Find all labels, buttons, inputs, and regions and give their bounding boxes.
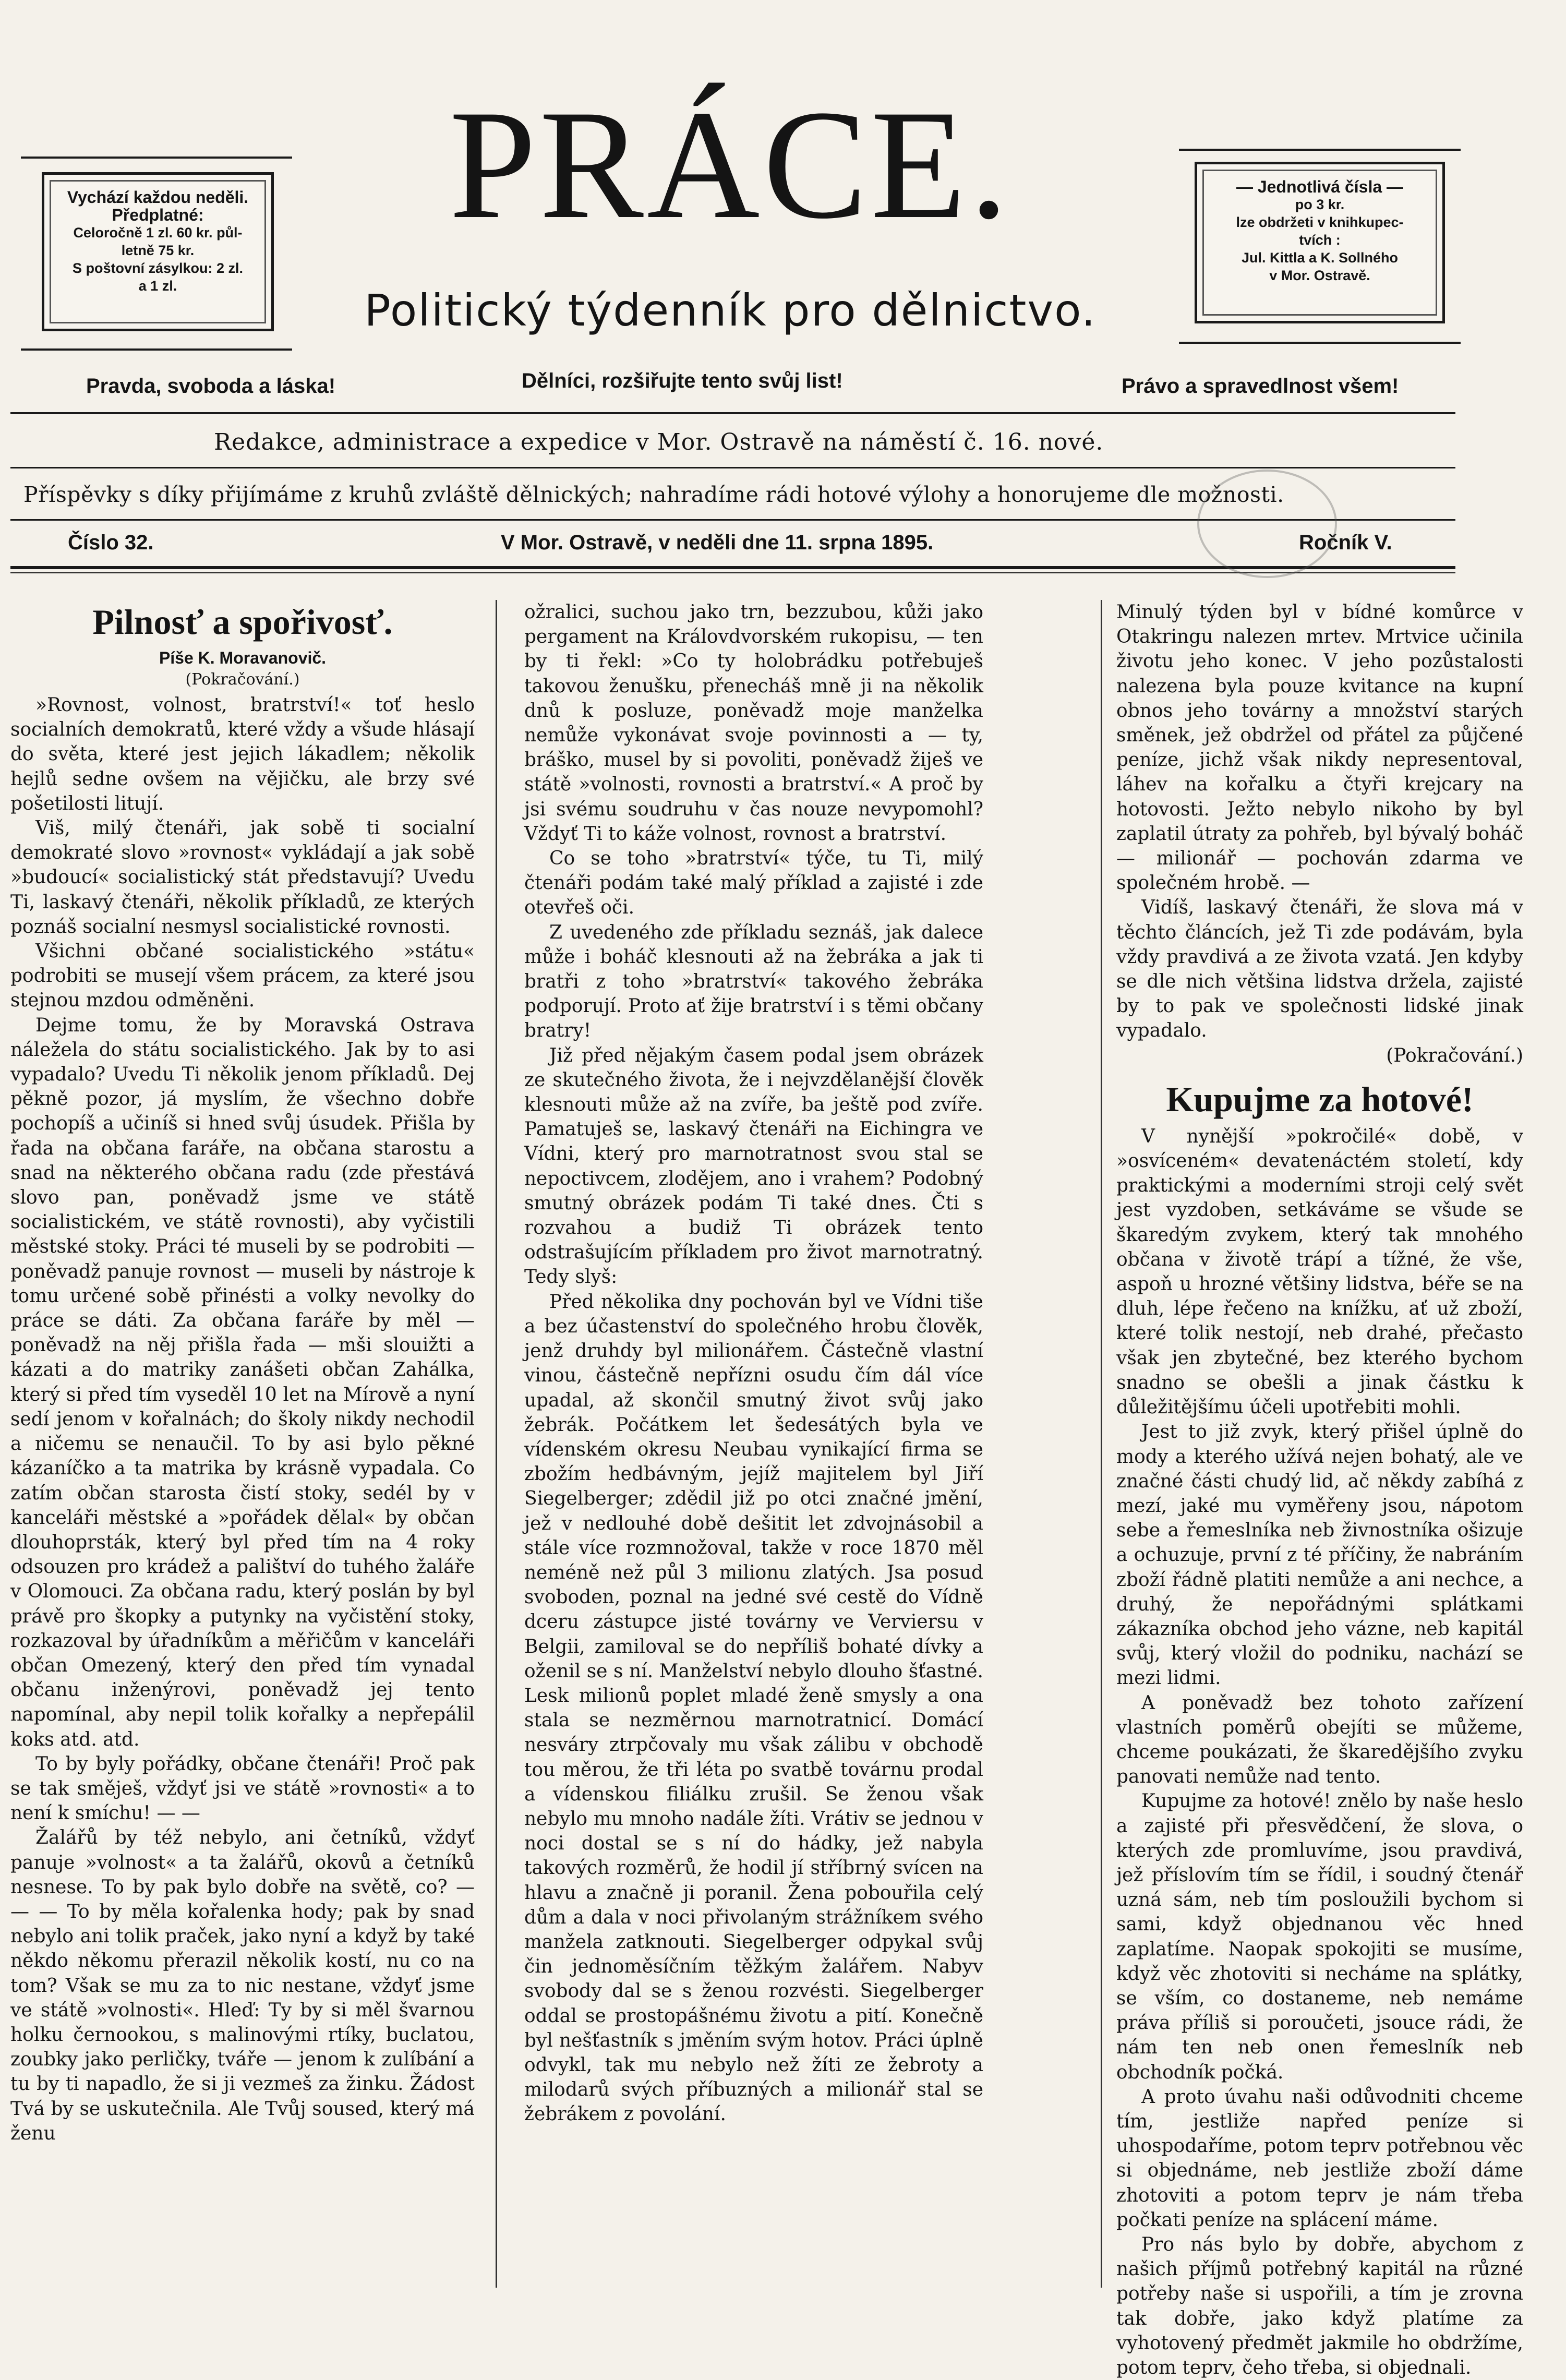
paragraph: Vidíš, laskavý čtenáři, že slova má v těchto článcích, jež Ti zde podávám, byla vždy pravdivá a ze života vzatá. Jen kdyby se dle nich většina lidstva držela, zajisté by to pak ve společnosti lidské jinak vypadalo. bbox=[1116, 897, 1523, 1042]
frame-rule bbox=[1179, 342, 1461, 344]
address-line: Redakce, administrace a expedice v Mor. Ostravě na náměstí č. 16. nové. bbox=[214, 429, 1104, 455]
column-rule bbox=[1101, 600, 1102, 2288]
box-line: tvích : bbox=[1299, 232, 1341, 248]
article-byline: Píše K. Moravanovič. bbox=[159, 648, 327, 667]
article-title: Pilnosť a spořivosť. bbox=[92, 602, 393, 642]
box-line: v Mor. Ostravě. bbox=[1269, 268, 1370, 283]
box-line: letně 75 kr. bbox=[121, 243, 195, 258]
paragraph: To by byly pořádky, občane čtenáři! Proč pak se tak směješ, vždyť jsi ve státě »rovnosti« a to není k smíchu! — — bbox=[10, 1753, 475, 1824]
paragraph: Minulý týden byl v bídné komůrce v Otakringu nalezen mrtev. Mrtvice učinila životu jeho konec. V jeho pozůstalosti nalezena byla pouze kvitance na kupní obnos jeho továrny a množství starých směnek, jež obdržel od přátel za půjčené peníze, jichž však nikdy nepresentoval, láhev na kořalku a čtyři krejcary na hotovosti. Ježto nebylo nikoho by byl zaplatil útraty za pohřeb, byl bývalý boháč — milionář — pochován zdarma ve společném hrobě. — bbox=[1116, 602, 1523, 894]
paragraph: A proto úvahu naši odůvodniti chceme tím, jestliže napřed peníze si uhospodaříme, potom teprv potřebnou věc si objednáme, neb jestliže zboží dáme zhotoviti a potom teprv je nám třeba počkati peníze na splácení máme. bbox=[1116, 2086, 1523, 2231]
paragraph: Jest to již zvyk, který přišel úplně do mody a kterého užívá nejen bohatý, ale ve značné části chudý lid, ač někdy zabíhá z mezí, jaké mu vyměřeny jsou, nápotom sebe a řemeslníka neb živnostníka ošizuje a ochuzuje, první z té příčiny, že nabráním zboží řádně platiti nemůže a ani nechce, a druhý, že nepořádnými splátkami zákazníka obchod jeho vázne, neb kapitál svůj, který vložil do podniku, nachází se mezi lidmi. bbox=[1116, 1421, 1523, 1689]
issue-date: V Mor. Ostravě, v neděli dne 11. srpna 1895. bbox=[501, 531, 934, 554]
box-line: Vychází každou neděli. bbox=[67, 188, 249, 207]
continued-note: (Pokračování.) bbox=[185, 670, 300, 689]
box-line: Jul. Kittla a K. Sollného bbox=[1241, 250, 1399, 266]
paragraph: Kupujme za hotové! znělo by naše heslo a zajisté při přesvědčení, že slova, o kterých zde promluvíme, jsou pravdivá, jež příslovím tím se řídil, i soudný čtenář uzná sám, neb tím posloužili bychom si sami, když objednanou věc hned zaplatíme. Naopak spokojiti se musíme, když věc zhotoviti si necháme na splátky, se vším, co dostaneme, neb nemáme práva příliš si poroučeti, jsouce rádi, že nám ten neb onen řemeslník neb obchodník počká. bbox=[1116, 1790, 1523, 2083]
paragraph: V nynější »pokročilé« době, v »osvíceném« devatenáctém století, kdy praktickými a moderními stroji celý svět jest vyzdoben, setkáváme se všude se škaredým zvykem, který tak mnohého občana v životě trápí a tížné, že vše, aspoň u hrozné většiny lidstva, béře se na dluh, lépe řečeno na knížku, ať už zboží, které tolik nestojí, neb drahé, přečasto však jen zbytečné, bez kterého bychom snadno se obešli a jinak částku k důležitějšímu účeli upotřebiti mohli. bbox=[1116, 1125, 1523, 1419]
frame-rule bbox=[1179, 149, 1461, 151]
column-rule bbox=[496, 600, 497, 2288]
box-line: lze obdržeti v knihkupec- bbox=[1236, 214, 1404, 230]
contributions-line: Příspěvky s díky přijímáme z kruhů zvláště dělnických; nahradíme rádi hotové výlohy a honorujeme dle možnosti. bbox=[23, 482, 1284, 507]
paragraph: Z uvedeného zde příkladu seznáš, jak dalece může i boháč klesnouti až na žebráka a jak ti bratři z toho »bratrství« takového žebráka podporují. Proto ať žije bratrství i s těmi občany bratry! bbox=[524, 921, 983, 1042]
article-title: Kupujme za hotové! bbox=[1166, 1079, 1474, 1119]
box-line: — Jednotlivá čísla — bbox=[1236, 177, 1404, 196]
paragraph: Pro nás bylo by dobře, abychom z našich příjmů potřebný kapitál na různé potřeby naše si uspořili, a tím je zrovna tak dobře, jako když platíme za vyhotovený předmět jakmile ho obdržíme, potom teprv, čeho třeba, si objednali. bbox=[1116, 2234, 1523, 2379]
issue-volume: Ročník V. bbox=[1299, 531, 1392, 554]
frame-rule bbox=[21, 157, 292, 159]
continued-note: (Pokračování.) bbox=[1386, 1044, 1523, 1066]
price-box bbox=[1195, 162, 1445, 323]
frame-rule bbox=[21, 348, 292, 351]
motto-center: Dělníci, rozšiřujte tento svůj list! bbox=[522, 369, 843, 392]
column-2 bbox=[524, 600, 983, 2282]
masthead-subtitle: Politický týdenník pro dělnictvo. bbox=[364, 285, 1097, 336]
paragraph: Žalářů by též nebylo, ani četníků, vždyť panuje »volnost« a ta žalářů, okovů a četníků nesnese. To by pak bylo dobře na světě, co? — — — To by měla kořalenka hody; pak by snad nebylo ani tolik praček, jako nyní a když by také někdo někomu přerazil několik kostí, nu co na tom? Však se mu za to nic nestane, vždyť jsme ve státě »volnosti«. Hleď: Ty by si měl švarnou holku černookou, s malinovými rtíky, buclatou, zoubky jako perličky, tváře — jenom k zulíbání a tu by ti napadlo, že si ji vezmeš za žinku. Žádost Tvá by se uskutečnila. Ale Tvůj soused, který má ženu bbox=[10, 1827, 475, 2144]
paragraph: ožralici, suchou jako trn, bezzubou, kůži jako pergament na Královdvorském rukopisu, — ten by ti řekl: »Co ty holobrádku potřebuješ takovou ženušku, přenecháš mně ji na několik dnů k posluze, poněvadž moje manželka nemůže vykonávat svoje povinnosti a — ty, bráško, musel by si povoliti, poněvadž žiješ ve státě »volnosti, rovnosti a bratrství.« A proč by jsi svému soudruhu v čas nouze nevypomohl? Vždyť Ti to káže volnost, rovnost a bratrství. bbox=[524, 602, 983, 845]
box-line: Celoročně 1 zl. 60 kr. půl- bbox=[73, 225, 243, 241]
column-3 bbox=[1116, 600, 1523, 2379]
paragraph: Již před nějakým časem podal jsem obrázek ze skutečného života, že i nejvzdělanější člověk klesnouti může až na zvíře, ba ještě pod zvíře. Pamatuješ se, laskavý čtenáři na Eichingra ve Vídni, který pro marnotratnost svou stal se nepoctivcem, zlodějem, ano i vrahem? Podobný smutný obrázek podám Ti také dnes. Čti s rozvahou a budiž Ti obrázek tento odstrašujícím příkladem pro život marnotratný. Tedy slyš: bbox=[524, 1044, 983, 1288]
issue-number: Číslo 32. bbox=[68, 531, 154, 554]
paragraph: Co se toho »bratrství« týče, tu Ti, milý čtenáři podám také malý příklad a zajisté i zde otevřeš oči. bbox=[524, 848, 983, 919]
box-line: Předplatné: bbox=[112, 206, 204, 224]
box-line: S poštovní zásylkou: 2 zl. bbox=[72, 260, 244, 276]
divider bbox=[10, 467, 1455, 468]
masthead-title: PRÁCE. bbox=[449, 78, 1011, 251]
subscription-box bbox=[42, 172, 274, 331]
paragraph: Všichni občané socialistického »státu« podrobiti se musejí všem prácem, za které jsou stejnou mzdou odměněni. bbox=[10, 941, 475, 1012]
paragraph: Viš, milý čtenáři, jak sobě ti socialní demokraté slovo »rovnost« vykládají a jak sobě »budoucí« socialistický stát představují? Uvedu Ti, laskavý čtenáři, několik příkladů, ze kterých poznáš socialní nesmysl socialistické rovnosti. bbox=[10, 818, 475, 937]
box-line: a 1 zl. bbox=[138, 278, 177, 294]
column-1 bbox=[10, 600, 475, 2282]
motto-right: Právo a spravedlnost všem! bbox=[1122, 375, 1399, 398]
paragraph: Před několika dny pochován byl ve Vídni tiše a bez účastenství do společného hrobu člověk, jenž druhdy byl milionářem. Částečně vlastní vinou, částečně nepřízni osudu čím dál více upadal, až skončil smutný život svůj jako žebrák. Počátkem let šedesátých byla ve vídenském okresu Neubau vynikající firma se zbožím hedbávným, jejíž majitelem byl Jiří Siegelberger; zdědil již po otci značné jmění, jež v nedlouhé době dešitit let zdvojnásobil a stále více rozmnožoval, takže v roce 1870 měl neméně než půl 3 milionu zlatých. Jsa posud svoboden, poznal na jedné své cestě do Vídně dceru zástupce jisté továrny ve Verviersu v Belgii, zamiloval se do nepříliš bohaté dívky a oženil se s ní. Manželství nebylo dlouho šťastné. Lesk milionů poplet mladé ženě smysly a ona stala se nezměrnou marnotratnicí. Domácí nesváry ztrpčovaly mu však zálibu v obchodě tou měrou, že tři léta po svatbě továrnu prodal a vídenskou filiálku zrušil. Se ženou však nebylo mu mnoho nadále žíti. Vrátiv se jednou v noci dostal se s ní do hádky, jež nabyla takových rozměrů, že hodil jí stříbrný svícen na hlavu a značně ji poranil. Žena pobouřila celý dům a dala v noci přivolaným strážníkem svého manžela zatknouti. Siegelberger odpykal svůj čin jednoměsíčním těžkým žalářem. Nabyv svobody dal se s ženou rozvésti. Siegelberger oddal se prostopášnému životu a pití. Konečně byl nešťastník s jměním svým hotov. Práci úplně odvykl, tak mu nebylo než žíti ze žebroty a milodarů svých příbuzných a milionář stal se žebrákem z povolání. bbox=[524, 1291, 983, 2125]
motto-left: Pravda, svoboda a láska! bbox=[86, 375, 336, 398]
box-line: po 3 kr. bbox=[1295, 197, 1345, 212]
paragraph: A poněvadž bez tohoto zařízení vlastních poměrů obejíti se můžeme, chceme poukázati, že škaredějšího zvyku panovati nemůže nad tento. bbox=[1116, 1692, 1523, 1788]
library-stamp bbox=[1197, 470, 1337, 578]
paragraph: »Rovnost, volnost, bratrství!« toť heslo socialních demokratů, které vždy a všude hlásají do světa, které jest jejich lákadlem; několik hejlů sedne ovšem na vějičku, ale brzy své pošetilosti litují. bbox=[10, 694, 475, 814]
paragraph: Dejme tomu, že by Moravská Ostrava náležela do státu socialistického. Jak by to asi vypadalo? Uvedu Ti několik jenom příkladů. Dej pěkně pozor, já myslím, že všechno dobře pochopíš a učiníš si hned svůj úsudek. Přišla by řada na občana faráře, na občana starostu a snad na některého občana radu (zde přestává slovo pan, poněvadž jsme ve státě socialistickém, ve státě rovnosti), aby vyčistili městské stoky. Práci té museli by se podrobiti — poněvadž panuje rovnost — museli by nástroje k tomu určené sobě přinésti a volky nevolky do práce se dáti. Za občana faráře by měl — poněvadž na něj přišla řada — mši slouižti a kázati a do matriky zanášeti občan Zahálka, který si před tím vyseděl 10 let na Mírově a nyní sedí jenom v kořalnách; do školy nikdy nechodil a ničemu se nenaučil. To by asi bylo pěkné kázaníčko a ta matrika by krásně vypadala. Co zatím občan starosta čistí stoky, sedél by v kanceláři městské a »pořádek dělal« by občan dlouhoprsták, který byl před tím na 4 roky odsouzen pro krádež a palištví do tuhého žaláře v Olomouci. Za občana radu, který poslán by byl právě pro škopky a putynky na vyčistění stoky, rozkazoval by úřadníkům a měřičům v kanceláři občan Omezený, který den před tím vynadal občanu inženýrovi, poněvadž jej tento napomínal, aby nepil tolik kořalky a nepřepálil koks atd. atd. bbox=[10, 1014, 475, 1750]
divider bbox=[10, 412, 1455, 414]
